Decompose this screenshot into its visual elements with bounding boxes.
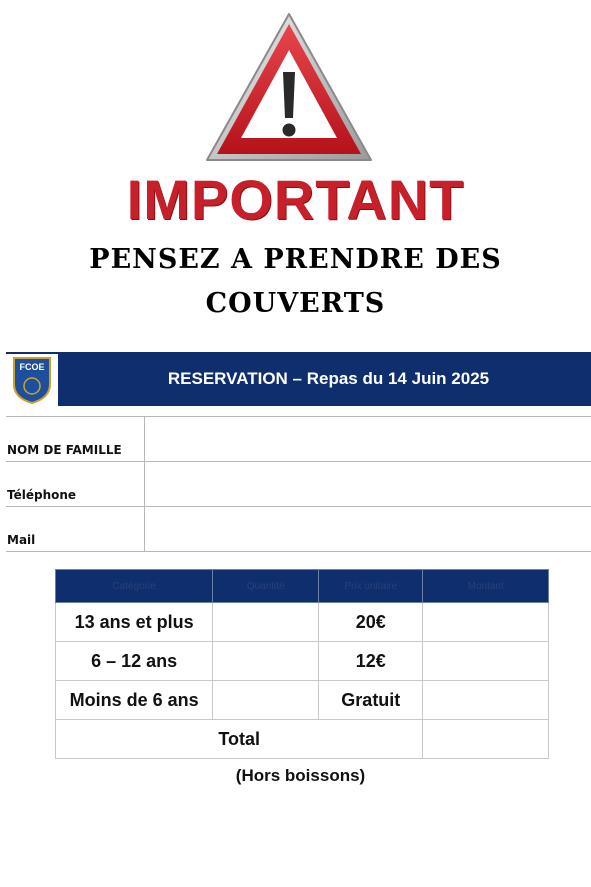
warning-triangle-icon (203, 10, 375, 166)
banner-title: RESERVATION – Repas du 14 Juin 2025 (167, 369, 490, 388)
pricing-header-row (56, 570, 549, 603)
pricing-table (55, 569, 549, 759)
important-heading: IMPORTANT (126, 168, 465, 231)
table-row (56, 603, 549, 642)
table-row (56, 681, 549, 720)
form-row-mail (6, 507, 591, 552)
price-cell: Gratuit (319, 681, 423, 720)
table-row (56, 642, 549, 681)
category-cell: 6 – 12 ans (56, 642, 213, 681)
cutlery-notice: PENSEZ A PRENDRE DES COUVERTS (89, 244, 502, 319)
name-field[interactable] (145, 417, 591, 462)
price-cell: 12€ (319, 642, 423, 681)
mail-label: Mail (6, 507, 145, 552)
form-row-phone (6, 462, 591, 507)
mail-field[interactable] (145, 507, 591, 552)
quantity-cell[interactable] (213, 642, 319, 681)
name-label: NOM DE FAMILLE (6, 417, 145, 462)
category-cell: 13 ans et plus (56, 603, 213, 642)
phone-field[interactable] (145, 462, 591, 507)
quantity-cell[interactable] (213, 681, 319, 720)
total-label: Total (56, 720, 423, 759)
header-amount: Montant (423, 570, 549, 603)
club-logo (6, 354, 58, 406)
reservation-banner (6, 352, 591, 406)
phone-label: Téléphone (6, 462, 145, 507)
logo-text: FCOE (19, 362, 45, 372)
header-category: Catégorie (56, 570, 213, 603)
price-cell: 20€ (319, 603, 423, 642)
amount-cell[interactable] (423, 642, 549, 681)
form-row-name (6, 417, 591, 462)
category-cell: Moins de 6 ans (56, 681, 213, 720)
header-unit-price: Prix unitaire (319, 570, 423, 603)
drinks-excluded-note: (Hors boissons) (235, 766, 366, 785)
amount-cell[interactable] (423, 603, 549, 642)
header-quantity: Quantité (213, 570, 319, 603)
quantity-cell[interactable] (213, 603, 319, 642)
total-amount-cell[interactable] (423, 720, 549, 759)
contact-form (6, 416, 591, 552)
total-row (56, 720, 549, 759)
amount-cell[interactable] (423, 681, 549, 720)
